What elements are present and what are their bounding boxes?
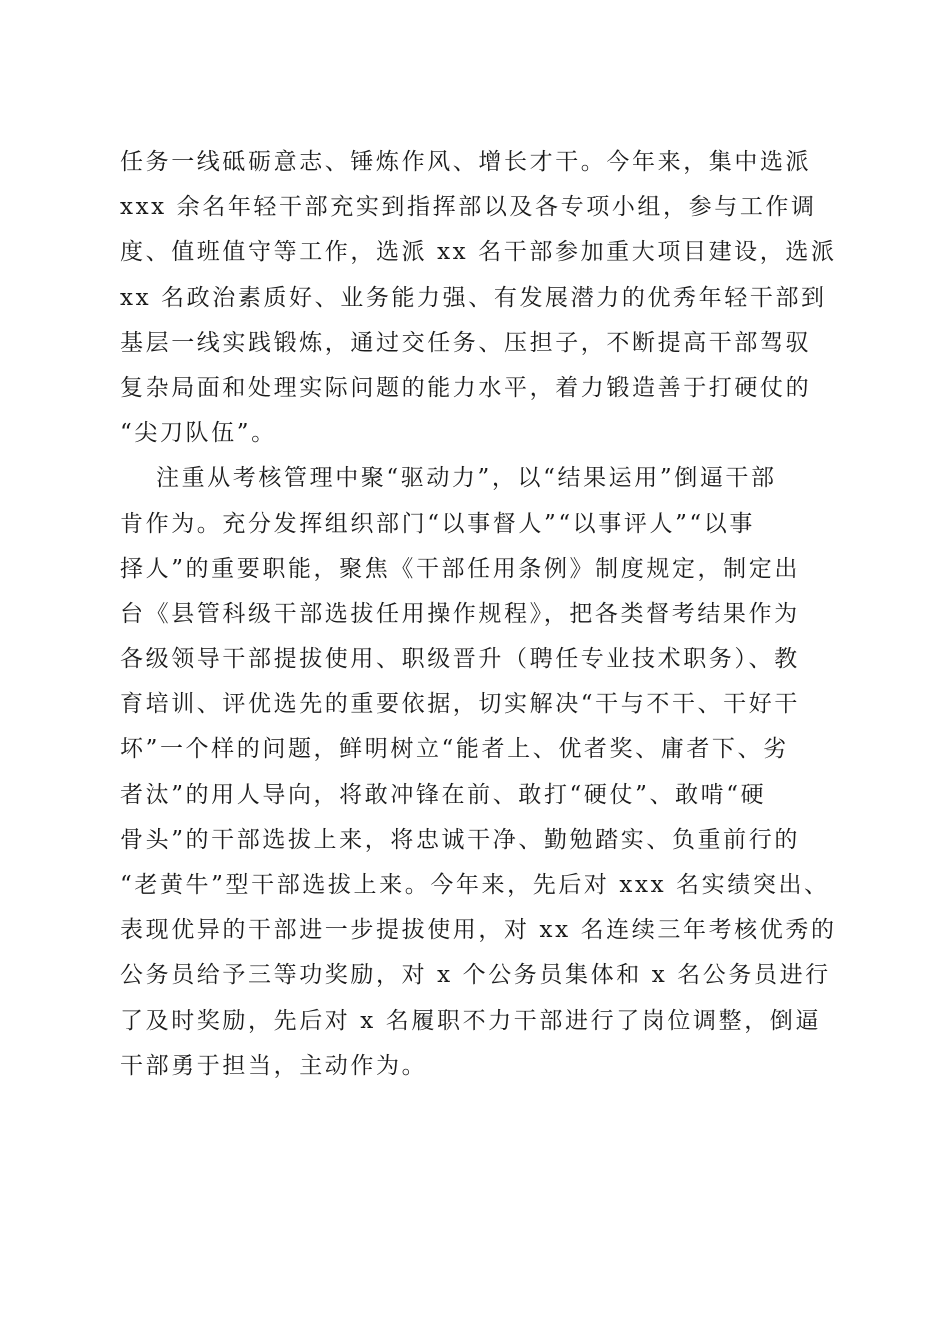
text-line: 注重从考核管理中聚“驱动力”，以“结果运用”倒逼干部 xyxy=(156,465,777,492)
text-line: 育培训、评优选先的重要依据，切实解决“干与不干、干好干 xyxy=(120,691,800,718)
text-line: 台《县管科级干部选拔任用操作规程》，把各类督考结果作为 xyxy=(120,600,800,627)
paragraph-2 xyxy=(120,456,837,1089)
text-line: 公务员给予三等功奖励，对 x 个公务员集体和 x 名公务员进行 xyxy=(120,962,831,989)
text-line: 坏”一个样的问题，鲜明树立“能者上、优者奖、庸者下、劣 xyxy=(120,736,789,763)
text-line: 者汰”的用人导向，将敢冲锋在前、敢打“硬仗”、敢啃“硬 xyxy=(120,781,767,808)
text-line: “尖刀队伍”。 xyxy=(120,420,277,447)
text-line: 择人”的重要职能，聚焦《干部任用条例》制度规定，制定出 xyxy=(120,555,800,582)
text-line: 基层一线实践锻炼，通过交任务、压担子，不断提高干部驾驭 xyxy=(120,329,812,356)
text-line: xx 名政治素质好、业务能力强、有发展潜力的优秀年轻干部到 xyxy=(120,284,827,311)
text-line: “老黄牛”型干部选拔上来。今年来，先后对 xxx 名实绩突出、 xyxy=(120,872,830,898)
text-line: 表现优异的干部进一步提拔使用，对 xx 名连续三年考核优秀的 xyxy=(120,917,837,944)
text-line: 了及时奖励，先后对 x 名履职不力干部进行了岗位调整，倒逼 xyxy=(120,1007,821,1034)
text-line: 肯作为。充分发挥组织部门“以事督人”“以事评人”“以事 xyxy=(120,510,755,537)
paragraph-1 xyxy=(120,140,837,456)
text-line: 各级领导干部提拔使用、职级晋升（聘任专业技术职务）、教 xyxy=(120,646,800,673)
text-line: 骨头”的干部选拔上来，将忠诚干净、勤勉踏实、负重前行的 xyxy=(120,826,800,853)
text-line: 干部勇于担当，主动作为。 xyxy=(120,1052,428,1079)
text-line: 任务一线砥砺意志、锤炼作风、增长才干。今年来，集中选派 xyxy=(120,149,812,175)
text-line: 复杂局面和处理实际问题的能力水平，着力锻造善于打硬仗的 xyxy=(120,374,812,401)
body-text xyxy=(120,140,837,1089)
text-line: xxx 余名年轻干部充实到指挥部以及各专项小组，参与工作调 xyxy=(120,194,817,221)
text-line: 度、值班值守等工作，选派 xx 名干部参加重大项目建设，选派 xyxy=(120,239,837,266)
